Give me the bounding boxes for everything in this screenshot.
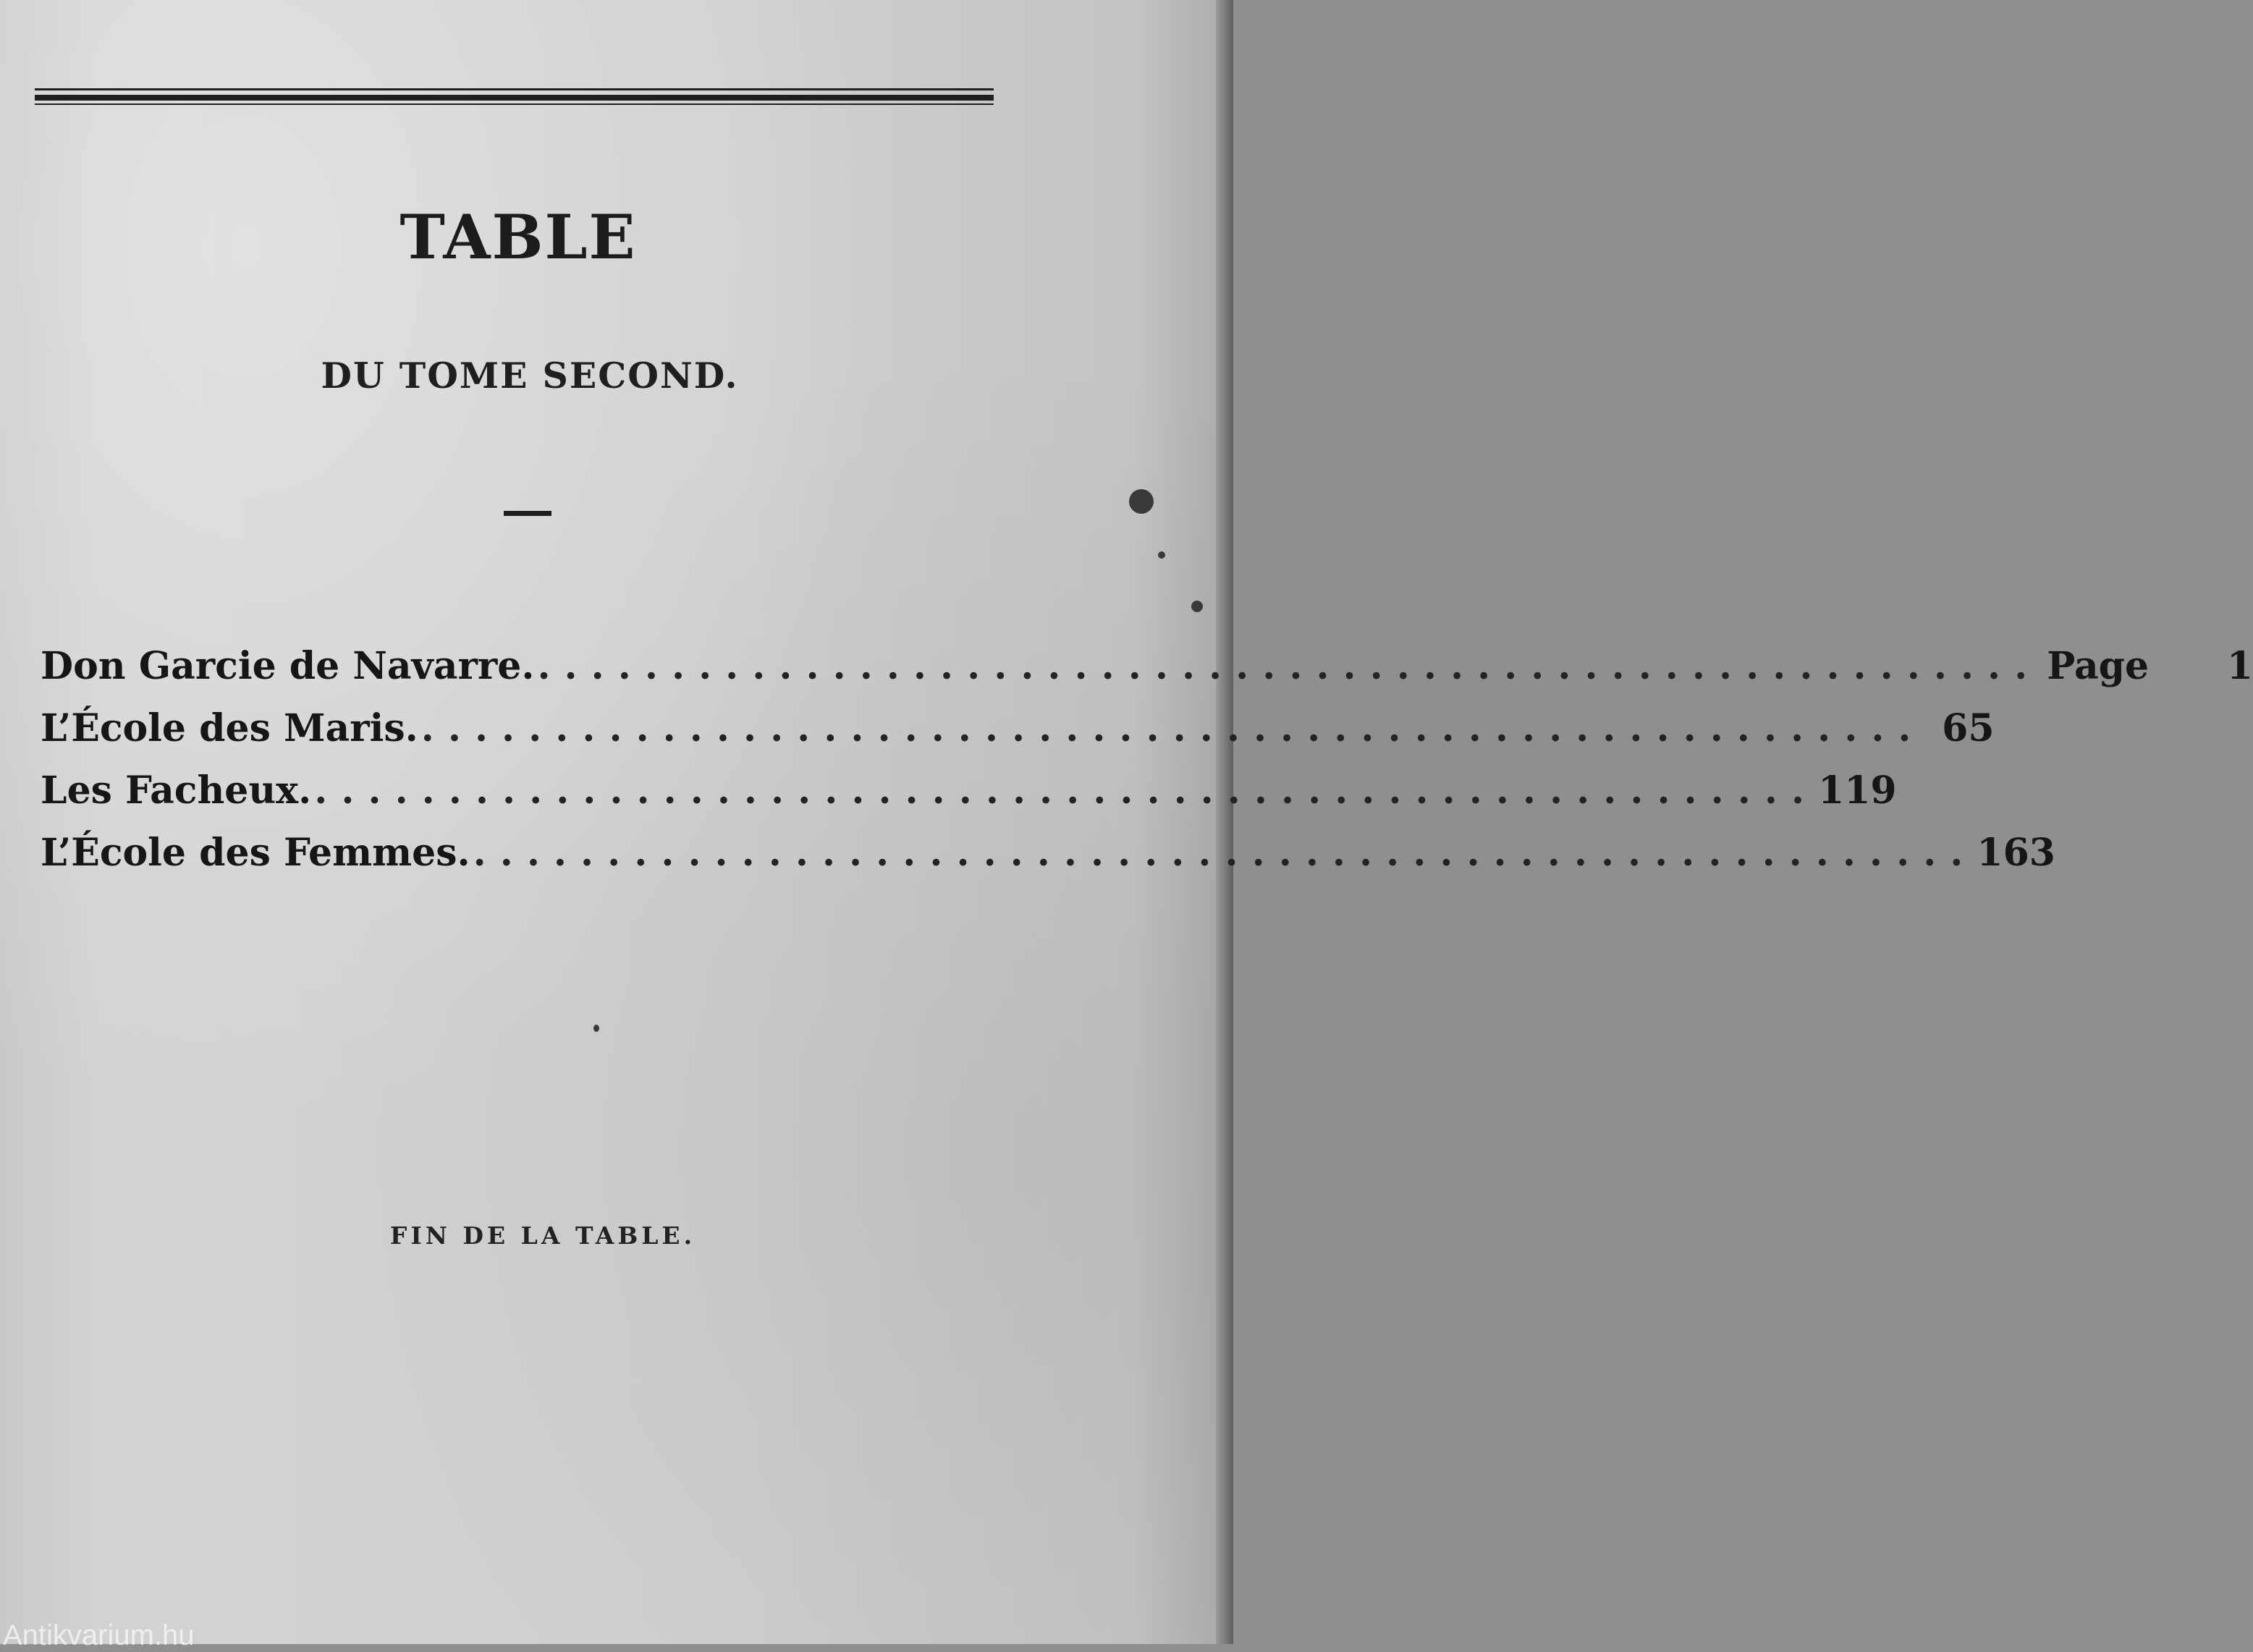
ink-stain xyxy=(1129,489,1154,514)
toc-leader-dots: ........................................................ xyxy=(314,768,1819,813)
top-rule-thin xyxy=(35,88,994,90)
toc-entry-page: 1 xyxy=(2226,644,2253,688)
page-subtitle: DU TOME SECOND. xyxy=(321,355,739,397)
toc-entry-page: 65 xyxy=(1942,706,1995,750)
page-title: TABLE xyxy=(400,201,637,273)
toc-entry xyxy=(41,831,2055,893)
page-edge xyxy=(1216,0,1233,1644)
toc-entry xyxy=(41,644,2253,706)
toc-entry xyxy=(41,706,1995,768)
ink-speck xyxy=(593,1025,599,1032)
top-rule-thick xyxy=(35,95,994,101)
watermark-text: Antikvarium.hu xyxy=(3,1619,195,1651)
toc-entry-title: L’École des Maris. xyxy=(41,706,418,750)
table-of-contents xyxy=(41,644,2253,893)
toc-leader-dots: ........................................................ xyxy=(420,706,1925,750)
toc-entry-page: 119 xyxy=(1818,768,1897,813)
end-of-table-note: FIN DE LA TABLE. xyxy=(389,1221,696,1250)
toc-leader-dots: ........................................................ xyxy=(473,831,1977,875)
ink-speck xyxy=(1191,601,1203,612)
toc-entry-title: L’École des Femmes. xyxy=(41,831,470,875)
toc-page-label: Page xyxy=(2047,644,2150,688)
toc-entry-title: Don Garcie de Navarre. xyxy=(41,644,535,688)
toc-entry xyxy=(41,768,1897,831)
toc-entry-title: Les Facheux. xyxy=(41,768,312,813)
toc-entry-page: 163 xyxy=(1977,831,2055,875)
toc-leader-dots: ........................................................ xyxy=(537,644,2042,688)
top-rule-thin-lower xyxy=(35,103,994,105)
separator-dash xyxy=(504,511,551,516)
ink-speck xyxy=(1158,551,1165,559)
